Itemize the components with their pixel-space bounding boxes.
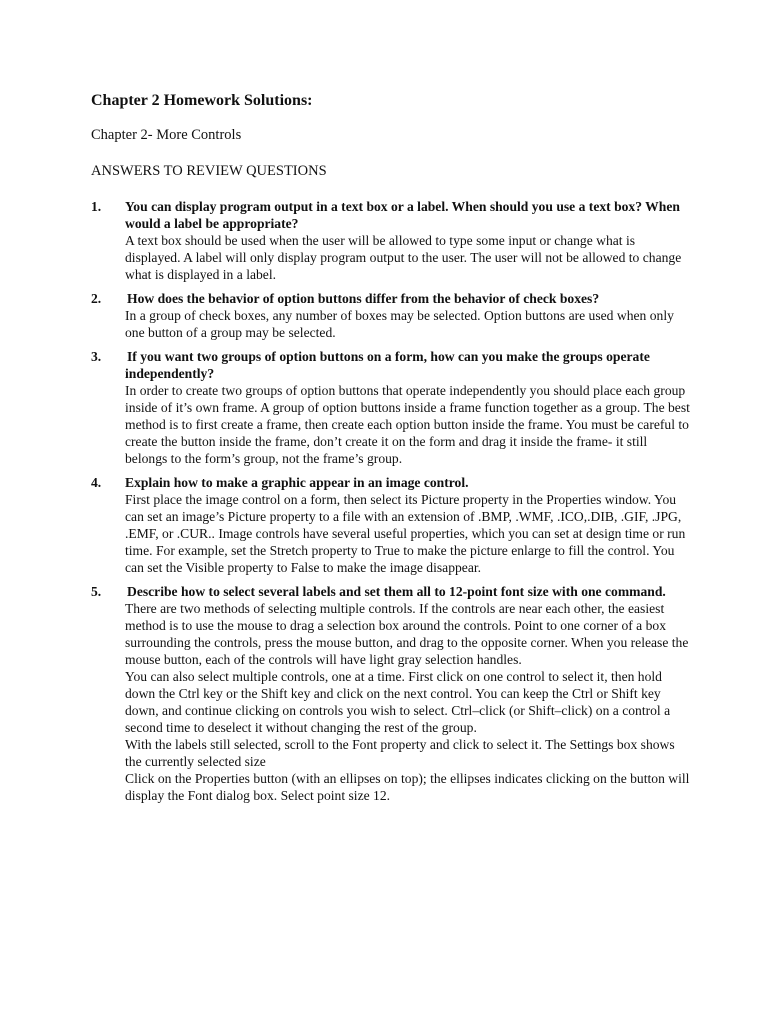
answer-text <box>125 232 691 283</box>
question-item-4 <box>91 474 691 576</box>
answer-paragraph: First place the image control on a form, then select its Picture property in the Properties window. You can set an image’s Picture property to a file with an extension of .BMP, .WMF, .ICO,.DIB, .GIF, .JPG, .EMF, or .CUR.. Image controls have several useful properties, which you can set at design time or run time. For example, set the Stretch property to True to make the picture enlarge to fill the control. You can set the Visible property to False to make the image disappear. <box>125 492 686 575</box>
answer-paragraph: Click on the Properties button (with an ellipses on top); the ellipses indicates clicking on the button will display the Font dialog box. Select point size 12. <box>125 771 690 803</box>
answer-paragraph: A text box should be used when the user will be allowed to type some input or change what is displayed. A label will only display program output to the user. The user will not be allowed to change what is displayed in a label. <box>125 233 682 282</box>
question-item-3 <box>91 348 691 467</box>
question-number: 3. <box>91 349 102 364</box>
answer-paragraph: There are two methods of selecting multiple controls. If the controls are near each other, the easiest method is to use the mouse to drag a selection box around the controls. Point to one corner of a box surrounding the controls, press the mouse button, and drag to the opposite corner. When you release the mouse button, each of the controls will have light gray selection handles. <box>125 601 689 667</box>
answer-text <box>125 600 691 804</box>
question-text: You can display program output in a text box or a label. When should you use a text box? When would a label be appropriate? <box>125 199 680 231</box>
section-heading: ANSWERS TO REVIEW QUESTIONS <box>91 163 327 179</box>
question-item-1 <box>91 198 691 283</box>
answer-paragraph: In a group of check boxes, any number of boxes may be selected. Option buttons are used when only one button of a group may be selected. <box>125 308 674 340</box>
answer-text <box>125 307 691 341</box>
question-text: Describe how to select several labels and set them all to 12-point font size with one command. <box>127 584 666 599</box>
questions-list <box>91 198 691 811</box>
question-number: 4. <box>91 475 102 490</box>
answer-paragraph: With the labels still selected, scroll to the Font property and click to select it. The Settings box shows the currently selected size <box>125 737 675 769</box>
answer-text <box>125 491 691 576</box>
question-text: If you want two groups of option buttons on a form, how can you make the groups operate independently? <box>125 349 650 381</box>
answer-text <box>125 382 691 467</box>
question-number: 5. <box>91 584 102 599</box>
document-title: Chapter 2 Homework Solutions: <box>91 92 313 109</box>
chapter-subtitle: Chapter 2- More Controls <box>91 127 242 143</box>
answer-paragraph: You can also select multiple controls, one at a time. First click on one control to select it, then hold down the Ctrl key or the Shift key and click on the next control. You can keep the Ctrl or Shift key down, and continue clicking on controls you wish to select. Ctrl–click (or Shift–click) on a control a second time to deselect it without changing the rest of the group. <box>125 669 671 735</box>
question-text: Explain how to make a graphic appear in an image control. <box>125 475 469 490</box>
question-number: 1. <box>91 199 102 214</box>
question-number: 2. <box>91 291 102 306</box>
answer-paragraph: In order to create two groups of option buttons that operate independently you should place each group inside of it’s own frame. A group of option buttons inside a frame function together as a group. The best method is to first create a frame, then create each option button inside the frame. You must be careful to create the button inside the frame, don’t create it on the form and drag it inside the frame- it still belongs to the form’s group, not the frame’s group. <box>125 383 690 466</box>
question-text: How does the behavior of option buttons differ from the behavior of check boxes? <box>127 291 600 306</box>
question-item-5 <box>91 583 691 804</box>
question-item-2 <box>91 290 691 341</box>
